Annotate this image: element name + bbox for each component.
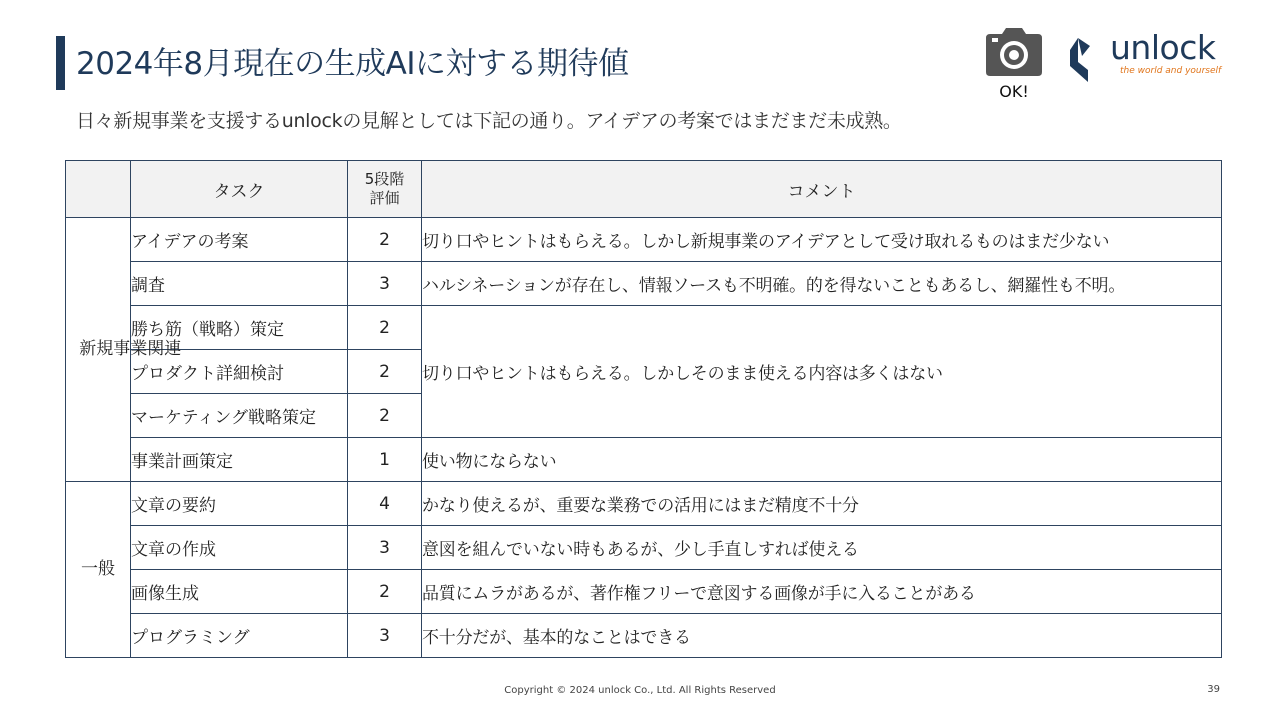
task-cell: マーケティング戦略策定 [131, 394, 348, 438]
header-task: タスク [131, 161, 348, 218]
camera-icon [984, 26, 1044, 78]
task-cell: アイデアの考案 [131, 218, 348, 262]
table-row [66, 570, 1222, 614]
rating-cell: 3 [348, 614, 422, 658]
comment-cell: 切り口やヒントはもらえる。しかし新規事業のアイデアとして受け取れるものはまだ少ない [422, 218, 1222, 262]
task-cell: 調査 [131, 262, 348, 306]
comment-cell-merged: 切り口やヒントはもらえる。しかしそのまま使える内容は多くはない [422, 306, 1222, 438]
ok-label: OK! [999, 82, 1029, 101]
expectation-table [65, 160, 1222, 658]
table-row [66, 526, 1222, 570]
header-group [66, 161, 131, 218]
table-row [66, 482, 1222, 526]
table-row [66, 262, 1222, 306]
group-new-business-label: 新規事業関連 [79, 339, 182, 359]
copyright-footer: Copyright © 2024 unlock Co., Ltd. All Rights Reserved [504, 685, 776, 696]
header-comment: コメント [422, 161, 1222, 218]
rating-cell: 2 [348, 218, 422, 262]
header-rating-line1: 5段階 [364, 170, 405, 188]
slide-subtitle: 日々新規事業を支援するunlockの見解としては下記の通り。アイデアの考案ではまだまだ未成熟。 [76, 110, 902, 132]
table-row [66, 614, 1222, 658]
task-cell: プロダクト詳細検討 [131, 350, 348, 394]
page-number: 39 [1207, 684, 1220, 695]
company-logo [1068, 28, 1228, 86]
task-cell: プログラミング [131, 614, 348, 658]
rating-cell: 4 [348, 482, 422, 526]
rating-cell: 3 [348, 526, 422, 570]
table-header-row [66, 161, 1222, 218]
slide-title: 2024年8月現在の生成AIに対する期待値 [76, 46, 629, 82]
title-accent-bar [56, 36, 65, 90]
comment-cell: 意図を組んでいない時もあるが、少し手直しすれば使える [422, 526, 1222, 570]
logo-wordmark: unlock [1110, 28, 1216, 67]
rating-cell: 2 [348, 306, 422, 350]
task-cell: 文章の要約 [131, 482, 348, 526]
comment-cell: 品質にムラがあるが、著作権フリーで意図する画像が手に入ることがある [422, 570, 1222, 614]
comment-cell: 使い物にならない [422, 438, 1222, 482]
table-row [66, 218, 1222, 262]
rating-cell: 3 [348, 262, 422, 306]
header-rating-line2: 評価 [369, 189, 400, 207]
comment-cell: 不十分だが、基本的なことはできる [422, 614, 1222, 658]
task-cell: 事業計画策定 [131, 438, 348, 482]
table-row [66, 306, 1222, 350]
task-cell: 文章の作成 [131, 526, 348, 570]
task-cell: 画像生成 [131, 570, 348, 614]
header-rating [348, 161, 422, 218]
comment-cell: ハルシネーションが存在し、情報ソースも不明確。的を得ないこともあるし、網羅性も不明。 [422, 262, 1222, 306]
unlock-logo-mark [1068, 36, 1108, 84]
rating-cell: 2 [348, 394, 422, 438]
task-cell: 勝ち筋（戦略）策定 [131, 306, 348, 350]
rating-cell: 1 [348, 438, 422, 482]
comment-cell: かなり使えるが、重要な業務での活用にはまだ精度不十分 [422, 482, 1222, 526]
table-row [66, 438, 1222, 482]
rating-cell: 2 [348, 570, 422, 614]
logo-tagline: the world and yourself [1120, 66, 1222, 76]
rating-cell: 2 [348, 350, 422, 394]
group-general: 一般 [66, 482, 131, 658]
